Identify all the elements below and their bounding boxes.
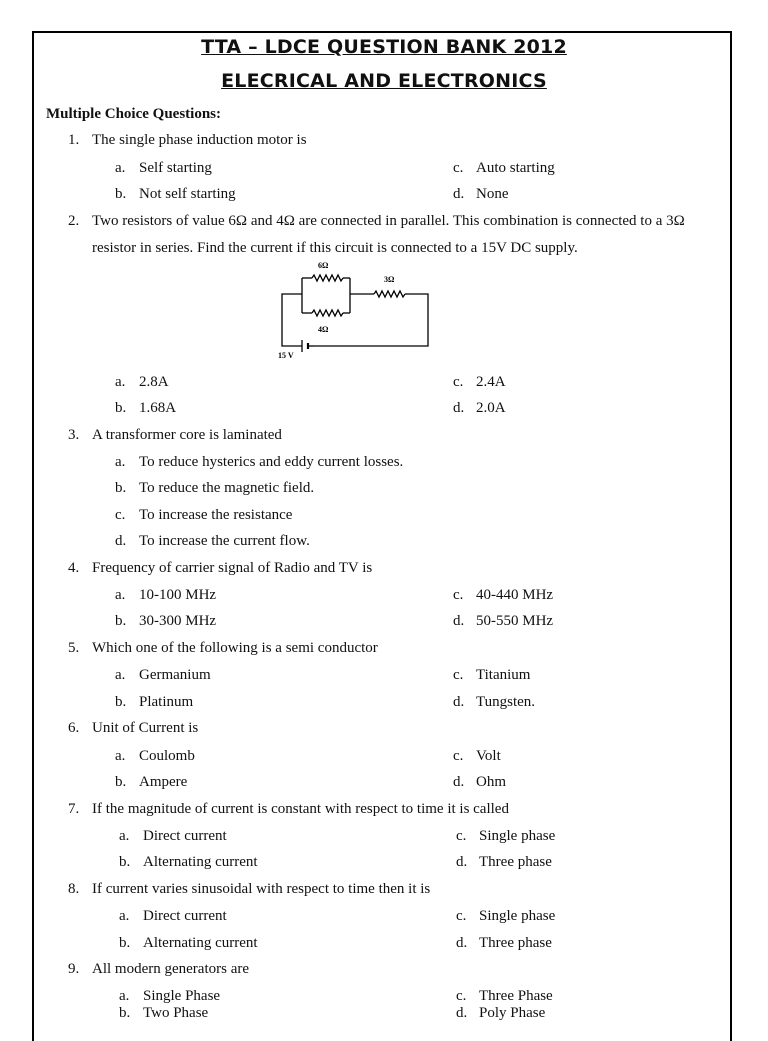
question-text: Frequency of carrier signal of Radio and TV is [92, 560, 373, 576]
option-text: Three phase [479, 854, 552, 870]
question-number: 8. [68, 881, 80, 897]
question-number: 1. [68, 132, 80, 148]
question-number: 7. [68, 801, 80, 817]
document-title: TTA – LDCE QUESTION BANK 2012 [201, 36, 567, 58]
option-label: c. [456, 988, 467, 1004]
option-label: a. [115, 160, 126, 176]
question-text: Which one of the following is a semi conductor [92, 640, 378, 656]
option-label: a. [115, 454, 126, 470]
option-text: Volt [476, 748, 501, 764]
label-15-volt: 15 V [278, 351, 294, 360]
option-label: d. [456, 854, 468, 870]
option-text: Single phase [479, 828, 556, 844]
option-text: Ohm [476, 774, 506, 790]
question-number: 6. [68, 720, 80, 736]
option-text: To increase the resistance [139, 507, 293, 523]
option-text: 2.8A [139, 374, 169, 390]
question-number: 2. [68, 213, 80, 229]
option-text: Coulomb [139, 748, 195, 764]
option-text: To increase the current flow. [139, 533, 310, 549]
question-number: 5. [68, 640, 80, 656]
option-label: d. [456, 1005, 468, 1021]
option-text: Ampere [139, 774, 188, 790]
question-text: A transformer core is laminated [92, 427, 282, 443]
option-text: Two Phase [143, 1005, 209, 1021]
section-heading: Multiple Choice Questions: [46, 106, 221, 122]
circuit-diagram [270, 258, 440, 366]
option-text: Direct current [143, 908, 227, 924]
option-text: 10-100 MHz [139, 587, 217, 603]
option-label: d. [115, 533, 127, 549]
option-label: b. [115, 480, 127, 496]
option-label: c. [456, 828, 467, 844]
option-text: To reduce the magnetic field. [139, 480, 315, 496]
option-label: d. [453, 186, 465, 202]
label-6-ohm: 6Ω [318, 261, 329, 270]
option-label: c. [453, 374, 464, 390]
question-text-continued: resistor in series. Find the current if this circuit is connected to a 15V DC supply. [92, 240, 578, 256]
option-text: Titanium [476, 667, 531, 683]
option-label: d. [453, 400, 465, 416]
question-text: All modern generators are [92, 961, 250, 977]
option-text: To reduce hysterics and eddy current losses. [139, 454, 404, 470]
option-label: b. [119, 935, 131, 951]
option-label: c. [453, 160, 464, 176]
option-label: d. [456, 935, 468, 951]
label-3-ohm: 3Ω [384, 275, 395, 284]
option-label: c. [453, 667, 464, 683]
question-number: 9. [68, 961, 80, 977]
option-label: b. [115, 694, 127, 710]
option-text: Platinum [139, 694, 194, 710]
question-number: 3. [68, 427, 80, 443]
option-text: 2.4A [476, 374, 506, 390]
label-4-ohm: 4Ω [318, 325, 329, 334]
question-text: If the magnitude of current is constant with respect to time it is called [92, 801, 509, 817]
option-label: d. [453, 613, 465, 629]
option-text: Alternating current [143, 854, 258, 870]
option-text: Alternating current [143, 935, 258, 951]
question-text: Two resistors of value 6Ω and 4Ω are connected in parallel. This combination is connected to a 3Ω [92, 213, 685, 229]
option-label: b. [115, 774, 127, 790]
option-text: Tungsten. [476, 694, 536, 710]
option-text: None [476, 186, 509, 202]
option-text: Single Phase [143, 988, 221, 1004]
option-text: 50-550 MHz [476, 613, 554, 629]
option-label: b. [115, 186, 127, 202]
option-text: Self starting [139, 160, 212, 176]
option-text: Auto starting [476, 160, 555, 176]
question-text: If current varies sinusoidal with respect to time then it is [92, 881, 431, 897]
option-text: 1.68A [139, 400, 177, 416]
document-subtitle: ELECRICAL AND ELECTRONICS [221, 70, 547, 92]
option-label: b. [115, 400, 127, 416]
option-label: a. [115, 374, 126, 390]
question-text: Unit of Current is [92, 720, 199, 736]
option-label: d. [453, 774, 465, 790]
option-label: a. [119, 828, 130, 844]
question-text: The single phase induction motor is [92, 132, 307, 148]
option-label: a. [119, 988, 130, 1004]
option-label: a. [119, 908, 130, 924]
option-text: Poly Phase [479, 1005, 546, 1021]
option-label: a. [115, 587, 126, 603]
option-text: 30-300 MHz [139, 613, 217, 629]
option-label: c. [453, 587, 464, 603]
option-text: Direct current [143, 828, 227, 844]
option-label: c. [453, 748, 464, 764]
option-text: Three Phase [479, 988, 553, 1004]
option-label: b. [115, 613, 127, 629]
option-text: 2.0A [476, 400, 506, 416]
option-label: a. [115, 748, 126, 764]
option-label: b. [119, 1005, 131, 1021]
option-label: b. [119, 854, 131, 870]
option-text: 40-440 MHz [476, 587, 554, 603]
option-text: Not self starting [139, 186, 236, 202]
option-label: c. [456, 908, 467, 924]
option-label: a. [115, 667, 126, 683]
option-text: Single phase [479, 908, 556, 924]
question-number: 4. [68, 560, 80, 576]
option-text: Three phase [479, 935, 552, 951]
option-text: Germanium [139, 667, 211, 683]
option-label: d. [453, 694, 465, 710]
option-label: c. [115, 507, 126, 523]
